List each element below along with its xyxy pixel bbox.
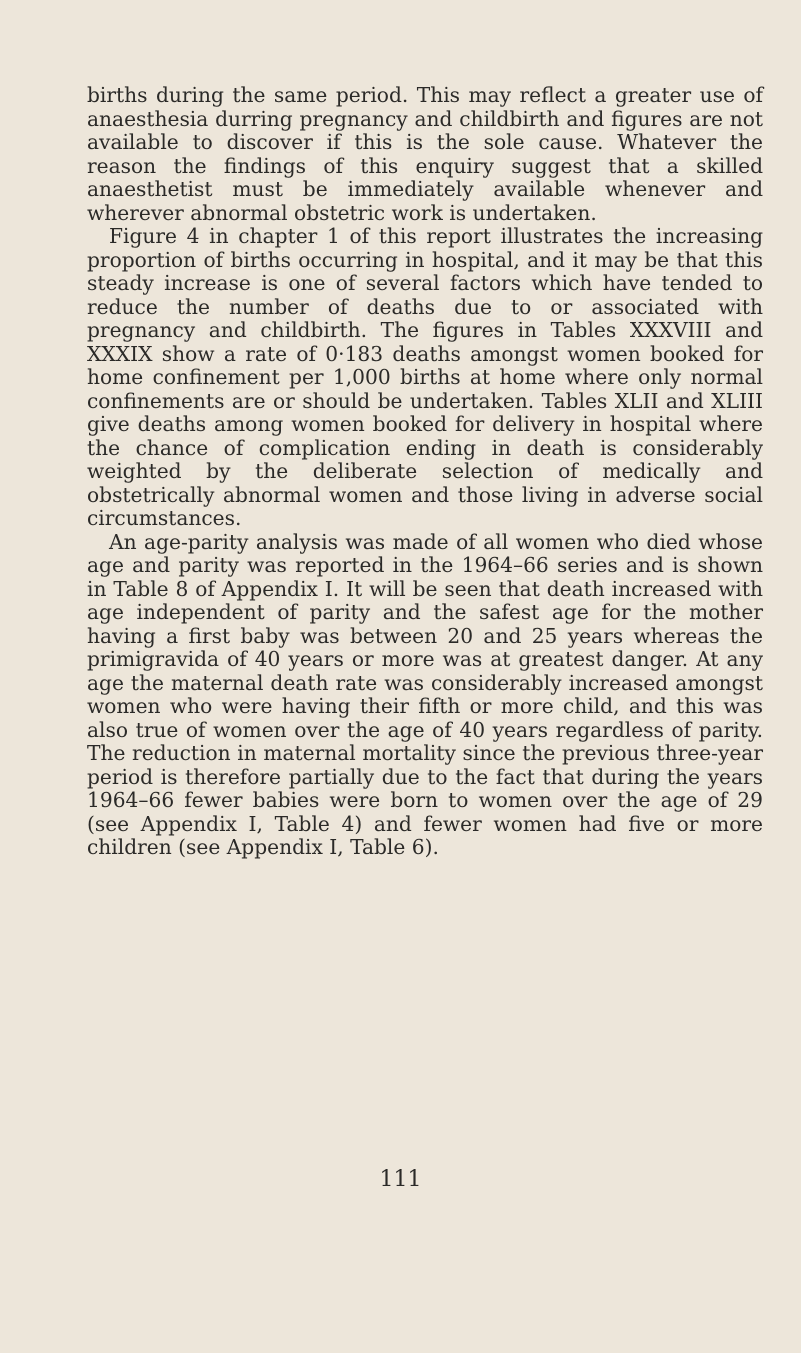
paragraph-1: births during the same period. This may reflect a greater use of anaesthesia durring pregnancy and childbirth and figures are not available to discover if this is the sole cause. Whatever the reason the findings of this enquiry suggest that a skilled anaesthetist must be immediately available whenever and wherever abnormal obstetric work is undertaken. [87,83,763,225]
paragraph-2: Figure 4 in chapter 1 of this report illustrates the increasing proportion of births occurring in hospital, and it may be that this steady increase is one of several factors which have tended to reduce the number of deaths due to or associated with pregnancy and childbirth. The figures in Tables XXXVIII and XXXIX show a rate of 0·183 deaths amongst women booked for home confinement per 1,000 births at home where only normal confinements are or should be undertaken. Tables XLII and XLIII give deaths among women booked for delivery in hospital where the chance of complication ending in death is considerably weighted by the deliberate selection of medically and obstetrically abnormal women and those living in adverse social circumstances. [87,224,763,530]
body-text [87,84,763,860]
paragraph-3: An age-parity analysis was made of all women who died whose age and parity was reported in the 1964–66 series and is shown in Table 8 of Appendix I. It will be seen that death increased with age independent of parity and the safest age for the mother having a first baby was between 20 and 25 years whereas the primigravida of 40 years or more was at greatest danger. At any age the maternal death rate was considerably increased amongst women who were having their fifth or more child, and this was also true of women over the age of 40 years regardless of parity. The reduction in maternal mortality since the previous three-year period is therefore partially due to the fact that during the years 1964–66 fewer babies were born to women over the age of 29 (see Appendix I, Table 4) and fewer women had five or more children (see Appendix I, Table 6). [87,529,763,859]
page-number: 111 [379,1167,422,1192]
